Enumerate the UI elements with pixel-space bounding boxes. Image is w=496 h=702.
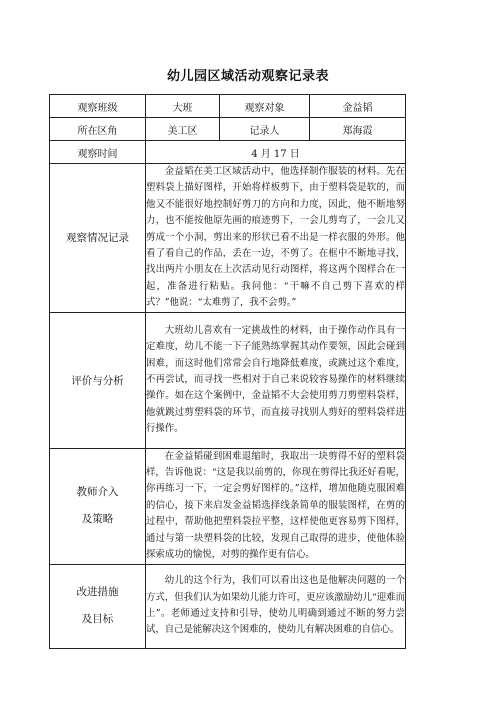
recorder-label: 记录人 [220, 118, 310, 141]
intervention-label-line2: 及策略 [81, 513, 114, 526]
area-label: 所在区角 [50, 118, 146, 141]
improvement-label-line1: 改进措施 [76, 586, 119, 598]
row-area-recorder [50, 118, 406, 141]
analysis-text: 大班幼儿喜欢有一定挑战性的材料，由于操作动作具有一定难度，幼儿不能一下子能熟练掌握其动作要领，因此会碰到困难，而这时他们常常会自行地降低难度，或跳过这个难度，不再尝试，而寻找一些相对于自己来说较容易操作的材料继续操作。如在这个案例中，金益韬不大会使用剪刀剪塑料袋样，他就跳过剪塑料袋的环节，而直接寻找别人剪好的塑料袋样进行操作。 [146, 312, 406, 448]
observation-text: 金益韬在美工区域活动中，他选择制作服装的材料。先在塑料袋上描好图样，开始将样板剪下，由于塑料袋是软的，而他又不能很好地控制好剪刀的方向和力度，因此，他不断地努力，也不能按他原先画的痕迹剪下，一会儿剪弯了，一会儿又剪成一个小洞，剪出来的形状已看不出是一样衣服的外形。他看了看自己的作品，丢在一边，不剪了。在框中不断地寻找，找出两片小朋友在上次活动见行动图样，将这两个图样合在一起，准备进行粘贴。我问他：“干嘛不自己剪下喜欢的样式？”他说：“太难剪了，我不会剪。” [146, 164, 406, 313]
intervention-text: 在金益韬碰到困难退缩时，我取出一块剪得不好的塑料袋样，告诉他说：“这是我以前剪的，你现在剪得比我还好看呢，你再练习一下，一定会剪好图样的。”这样，增加他随克服困难的信心，接下来启发金益韬选择线条简单的服装图样，在剪的过程中，帮助他把塑料袋拉平整，这样使他更容易剪下图样，通过与第一块塑料袋的比较，发现自己取得的进步，使他体验探索成功的愉悦，对剪的操作更有信心。 [146, 448, 406, 564]
observation-label: 观察情况记录 [50, 164, 146, 313]
improvement-text: 幼儿的这个行为，我们可以看出这也是他解决问题的一个方式，但我们认为如果幼儿能力许可，更应该激励幼儿“迎难而上”。老师通过支持和引导，使幼儿明确到通过不断的努力尝试，自己是能解决这个困难的，使幼儿有解决困难的自信心。 [146, 564, 406, 648]
row-intervention [50, 448, 406, 564]
row-class-subject [50, 95, 406, 118]
row-improvement [50, 564, 406, 648]
class-label: 观察班级 [50, 95, 146, 118]
observation-record-table [49, 94, 406, 649]
intervention-label [50, 448, 146, 564]
subject-label: 观察对象 [220, 95, 310, 118]
area-value: 美工区 [146, 118, 220, 141]
row-analysis [50, 312, 406, 448]
improvement-label-line2: 及目标 [81, 613, 114, 625]
row-observation [50, 164, 406, 313]
time-label: 观察时间 [50, 141, 146, 164]
analysis-label: 评价与分析 [50, 312, 146, 448]
class-value: 大班 [146, 95, 220, 118]
intervention-label-line1: 教师介入 [76, 486, 119, 499]
subject-value: 金益韬 [310, 95, 406, 118]
row-time [50, 141, 406, 164]
time-value: 4 月 17 日 [146, 141, 406, 164]
recorder-value: 郑海霞 [310, 118, 406, 141]
page-title: 幼儿园区域活动观察记录表 [166, 69, 329, 84]
improvement-label [50, 564, 146, 648]
